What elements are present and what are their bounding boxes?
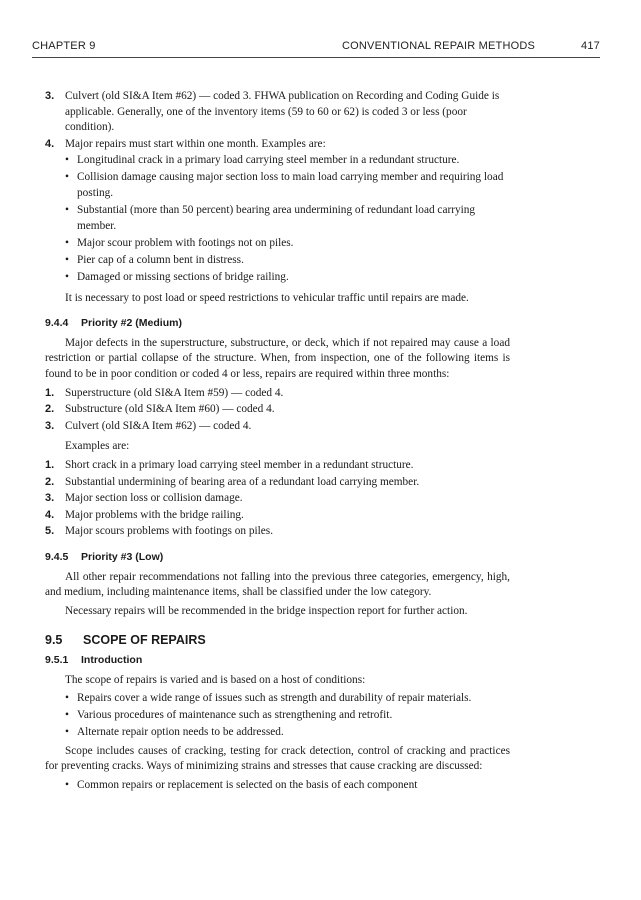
bullet: • bbox=[65, 726, 69, 739]
chapter-label: CHAPTER 9 bbox=[32, 40, 96, 52]
subsection-title: Priority #2 (Medium) bbox=[81, 317, 182, 330]
bullet-text: Substantial (more than 50 percent) bearing area undermining of redundant load carrying member. bbox=[77, 204, 476, 232]
subsection-heading-introduction bbox=[45, 653, 510, 669]
bullet-item bbox=[65, 725, 510, 741]
item-number: 3. bbox=[45, 492, 55, 505]
subsection-heading-priority-3 bbox=[45, 550, 510, 566]
list-item bbox=[45, 386, 510, 402]
item-text: Short crack in a primary load carrying steel member in a redundant structure. bbox=[65, 458, 414, 471]
item-text: Culvert (old SI&A Item #62) — coded 3. FHWA publication on Recording and Coding Guide is applicable. Generally, one of the inventory items (59 to 60 or 62) is coded 3 or less (poor condition). bbox=[65, 90, 500, 134]
item-number: 1. bbox=[45, 458, 55, 471]
paragraph: All other repair recommendations not falling into the previous three categories, emergency, high, and medium, including maintenance items, shall be classified under the low category. bbox=[45, 570, 510, 599]
item-number: 3. bbox=[45, 90, 55, 102]
bullet-item bbox=[65, 253, 510, 269]
bullet: • bbox=[65, 154, 69, 167]
list-item bbox=[45, 475, 510, 491]
section-heading-scope bbox=[45, 633, 510, 649]
item-text: Substructure (old SI&A Item #60) — coded 4. bbox=[65, 403, 275, 416]
bullet-item bbox=[65, 170, 510, 201]
list-item bbox=[45, 402, 510, 418]
item-number: 3. bbox=[45, 419, 55, 432]
bullet-text: Collision damage causing major section loss to main load carrying member and requiring load posting. bbox=[77, 171, 504, 200]
bullet-text: Longitudinal crack in a primary load carrying steel member in a redundant structure. bbox=[77, 154, 460, 167]
bullet: • bbox=[65, 692, 69, 705]
bullet-text: Alternate repair option needs to be addressed. bbox=[77, 726, 284, 739]
list-item bbox=[45, 491, 510, 507]
bullet: • bbox=[65, 779, 69, 792]
bullet: • bbox=[65, 271, 69, 284]
item-number: 4. bbox=[45, 508, 55, 521]
subsection-title: Priority #3 (Low) bbox=[81, 550, 164, 563]
list-item bbox=[45, 508, 510, 524]
bullet-item bbox=[65, 153, 510, 169]
subsection-number: 9.4.4 bbox=[45, 317, 69, 330]
list-item bbox=[45, 137, 510, 153]
item-number: 2. bbox=[45, 475, 55, 488]
page-number: 417 bbox=[581, 40, 600, 52]
bullet: • bbox=[65, 171, 69, 184]
bullet: • bbox=[65, 709, 69, 722]
item-number: 1. bbox=[45, 386, 55, 399]
paragraph: The scope of repairs is varied and is based on a host of conditions: bbox=[65, 673, 366, 686]
subsection-title: Introduction bbox=[81, 653, 143, 666]
list-item bbox=[45, 89, 510, 136]
post-load-paragraph: It is necessary to post load or speed restrictions to vehicular traffic until repairs are made. bbox=[65, 291, 469, 304]
item-text: Culvert (old SI&A Item #62) — coded 4. bbox=[65, 419, 252, 432]
item-text: Major problems with the bridge railing. bbox=[65, 508, 244, 521]
list-item bbox=[45, 458, 510, 474]
chapter-title: CONVENTIONAL REPAIR METHODS bbox=[342, 40, 536, 52]
bullet-item bbox=[65, 778, 510, 794]
paragraph: Major defects in the superstructure, substructure, or deck, which if not repaired may cause a load restriction or partial collapse of the structure. When, from inspection, one of the following items is found to be in poor condition or coded 4 or less, repairs are required within three months: bbox=[45, 336, 510, 380]
subsection-number: 9.5.1 bbox=[45, 653, 69, 666]
bullet-text: Major scour problem with footings not on piles. bbox=[77, 236, 294, 249]
bullet-text: Repairs cover a wide range of issues such as strength and durability of repair materials. bbox=[77, 692, 472, 705]
item-text: Major repairs must start within one month. Examples are: bbox=[65, 137, 326, 150]
item-text: Superstructure (old SI&A Item #59) — coded 4. bbox=[65, 386, 284, 399]
bullet-item bbox=[65, 236, 510, 252]
body-text bbox=[45, 89, 510, 795]
item-text: Substantial undermining of bearing area of a redundant load carrying member. bbox=[65, 475, 420, 488]
bullet-text: Damaged or missing sections of bridge railing. bbox=[77, 271, 289, 284]
section-title: SCOPE OF REPAIRS bbox=[83, 633, 206, 648]
bullet-text: Various procedures of maintenance such as strengthening and retrofit. bbox=[77, 709, 393, 722]
item-text: Major scours problems with footings on piles. bbox=[65, 525, 274, 538]
running-header bbox=[32, 40, 600, 56]
bullet: • bbox=[65, 236, 69, 249]
paragraph: Scope includes causes of cracking, testing for crack detection, control of cracking and practices for preventing cracks. Ways of minimizing strains and stresses that cause cracking are discussed: bbox=[45, 744, 510, 773]
item-number: 2. bbox=[45, 403, 55, 416]
bullet-text: Pier cap of a column bent in distress. bbox=[77, 253, 244, 266]
item-number: 4. bbox=[45, 137, 55, 150]
list-item bbox=[45, 419, 510, 435]
subsection-number: 9.4.5 bbox=[45, 550, 69, 563]
bullet-text: Common repairs or replacement is selected on the basis of each component bbox=[77, 779, 418, 792]
list-item bbox=[45, 524, 510, 540]
section-number: 9.5 bbox=[45, 633, 63, 648]
item-number: 5. bbox=[45, 525, 55, 538]
bullet-item bbox=[65, 691, 510, 707]
paragraph: Necessary repairs will be recommended in the bridge inspection report for further action. bbox=[65, 604, 468, 617]
bullet-item bbox=[65, 708, 510, 724]
examples-label: Examples are: bbox=[65, 440, 130, 453]
bullet: • bbox=[65, 204, 69, 217]
item-text: Major section loss or collision damage. bbox=[65, 492, 243, 505]
subsection-heading-priority-2 bbox=[45, 316, 510, 332]
header-rule bbox=[32, 57, 600, 58]
bullet-item bbox=[65, 203, 510, 234]
bullet-item bbox=[65, 270, 510, 286]
bullet: • bbox=[65, 253, 69, 266]
